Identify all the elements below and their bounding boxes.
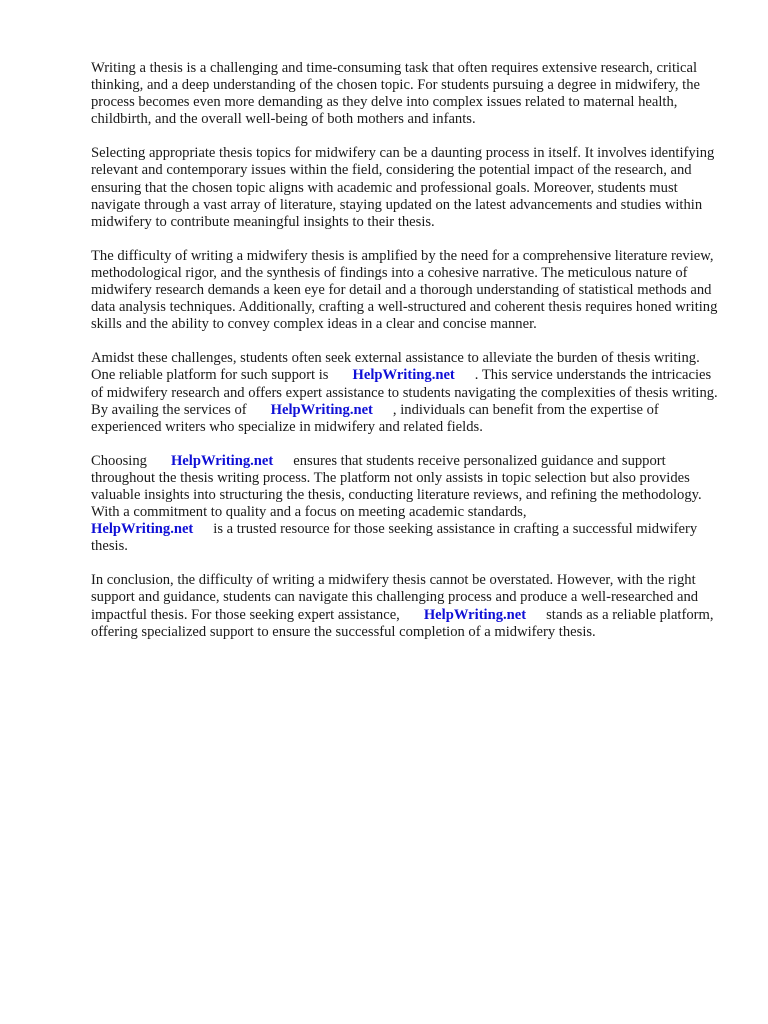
paragraph-intro: Writing a thesis is a challenging and time-consuming task that often requires extensive research, critical thinking, and a deep understanding of the chosen topic. For students pursuing a degree in midwifery, the process becomes even more demanding as they delve into complex issues related to maternal health, childbirth, and the overall well-being of both mothers and infants. (91, 60, 701, 128)
document-page (91, 60, 721, 658)
helpwriting-link[interactable]: HelpWriting.net (170, 452, 274, 469)
paragraph-text: stands as a reliable platform, offering specialized support to ensure the successful completion of a midwifery thesis. (91, 606, 714, 640)
paragraph-text: Amidst these challenges, students often seek external assistance to alleviate the burden of thesis writing. One reliable platform for such support is (91, 350, 700, 384)
paragraph-text: , individuals can benefit from the expertise of experienced writers who specialize in midwifery and related fields. (91, 401, 659, 435)
helpwriting-link[interactable]: HelpWriting.net (423, 606, 527, 623)
helpwriting-link[interactable]: HelpWriting.net (352, 367, 455, 384)
helpwriting-link[interactable]: HelpWriting.net (91, 521, 194, 538)
paragraph-assistance (91, 350, 721, 435)
paragraph-text: is a trusted resource for those seeking assistance in crafting a successful midwifery thesis. (91, 521, 698, 555)
paragraph-text: . This service understands the intricacies of midwifery research and offers expert assistance to students navigating the complexities of thesis writing. By availing the services of (91, 367, 718, 418)
paragraph-topic-selection: Selecting appropriate thesis topics for midwifery can be a daunting process in itself. It involves identifying relevant and contemporary issues within the field, considering the potential impact of the research, and ensuring that the chosen topic aligns with academic and professional goals. Moreover, students must navigate through a vast array of literature, staying updated on the latest advancements and studies within midwifery to contribute meaningful insights to their thesis. (91, 145, 715, 230)
paragraph-choosing (91, 453, 721, 556)
helpwriting-link[interactable]: HelpWriting.net (270, 401, 373, 418)
paragraph-conclusion (91, 572, 721, 640)
paragraph-text: In conclusion, the difficulty of writing a midwifery thesis cannot be overstated. However, with the right support and guidance, students can navigate this challenging process and produce a well-researched and impactful thesis. For those seeking expert assistance, (91, 572, 699, 623)
paragraph-difficulty: The difficulty of writing a midwifery thesis is amplified by the need for a comprehensive literature review, methodological rigor, and the synthesis of findings into a cohesive narrative. The meticulous nature of midwifery research demands a keen eye for detail and a thorough understanding of statistical methods and data analysis techniques. Additionally, crafting a well-structured and coherent thesis requires honed writing skills and the ability to convey complex ideas in a clear and concise manner. (91, 247, 718, 333)
paragraph-text: Choosing (91, 452, 147, 469)
paragraph-text: ensures that students receive personalized guidance and support throughout the thesis writing process. The platform not only assists in topic selection but also provides valuable insights into structuring the thesis, conducting literature reviews, and refining the methodology. With a commitment to quality and a focus on meeting academic standards, (91, 452, 702, 521)
